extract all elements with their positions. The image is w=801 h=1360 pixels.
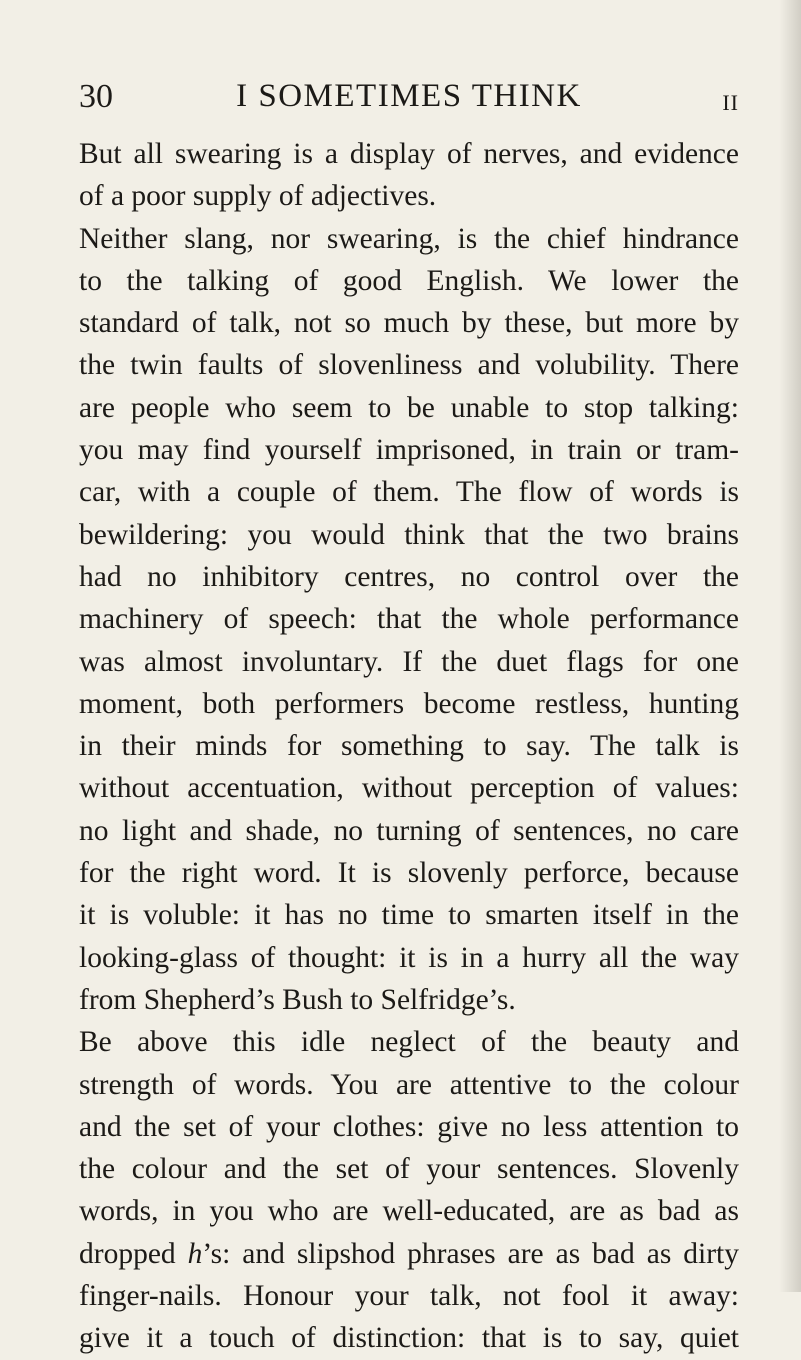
body-text	[79, 133, 739, 1360]
text-line: from Shepherd’s Bush to Selfridge’s.	[79, 983, 516, 1016]
text-line: Neither slang, nor swearing, is the chief hindrance	[79, 222, 739, 255]
text-line: strength of words. You are attentive to the colour	[79, 1068, 739, 1101]
text-line: give it a touch of distinction: that is to say, quiet	[79, 1322, 739, 1355]
text-line: finger-nails. Honour your talk, not fool it away:	[79, 1280, 739, 1313]
text-segment: ’s: and slipshod phrases are as bad as dirty	[202, 1237, 739, 1270]
text-line: words, in you who are well-educated, are as bad as	[79, 1195, 739, 1228]
text-line: moment, both performers become restless, hunting	[79, 687, 739, 720]
text-line: it is voluble: it has no time to smarten itself in the	[79, 899, 739, 932]
text-line: and the set of your clothes: give no less attention to	[79, 1110, 739, 1143]
page-number: 30	[79, 78, 113, 115]
text-line: no light and shade, no turning of sentences, no care	[79, 814, 739, 847]
text-line: to the talking of good English. We lower the	[79, 264, 739, 297]
text-line: had no inhibitory centres, no control over the	[79, 560, 739, 593]
text-line-with-italic	[79, 1233, 739, 1275]
text-line: car, with a couple of them. The flow of words is	[79, 476, 739, 509]
page-edge-shadow	[779, 0, 801, 1292]
text-line: was almost involuntary. If the duet flags for one	[79, 645, 739, 678]
text-line: Be above this idle neglect of the beauty and	[79, 1026, 739, 1059]
text-line: machinery of speech: that the whole performance	[79, 603, 739, 636]
text-line: the twin faults of slovenliness and volubility. There	[79, 349, 739, 382]
text-line: But all swearing is a display of nerves, and evidence	[79, 138, 739, 170]
text-line: bewildering: you would think that the two brains	[79, 518, 739, 551]
text-line: for the right word. It is slovenly perforce, because	[79, 857, 739, 890]
text-line: of a poor supply of adjectives.	[79, 180, 437, 213]
chapter-number: II	[722, 90, 739, 115]
text-line: you may find yourself imprisoned, in train or tram-	[79, 434, 739, 467]
text-line: looking-glass of thought: it is in a hurry all the way	[79, 941, 739, 974]
text-line: are people who seem to be unable to stop talking:	[79, 391, 739, 424]
text-line: the colour and the set of your sentences. Slovenly	[79, 1153, 739, 1186]
running-title: I SOMETIMES THINK	[236, 78, 582, 114]
italic-letter: h	[187, 1237, 203, 1270]
text-line: in their minds for something to say. The talk is	[79, 730, 739, 763]
text-line: without accentuation, without perception of values:	[79, 772, 739, 805]
text-segment: dropped	[79, 1237, 188, 1270]
page-header	[79, 72, 739, 122]
text-line: standard of talk, not so much by these, but more by	[79, 307, 739, 340]
